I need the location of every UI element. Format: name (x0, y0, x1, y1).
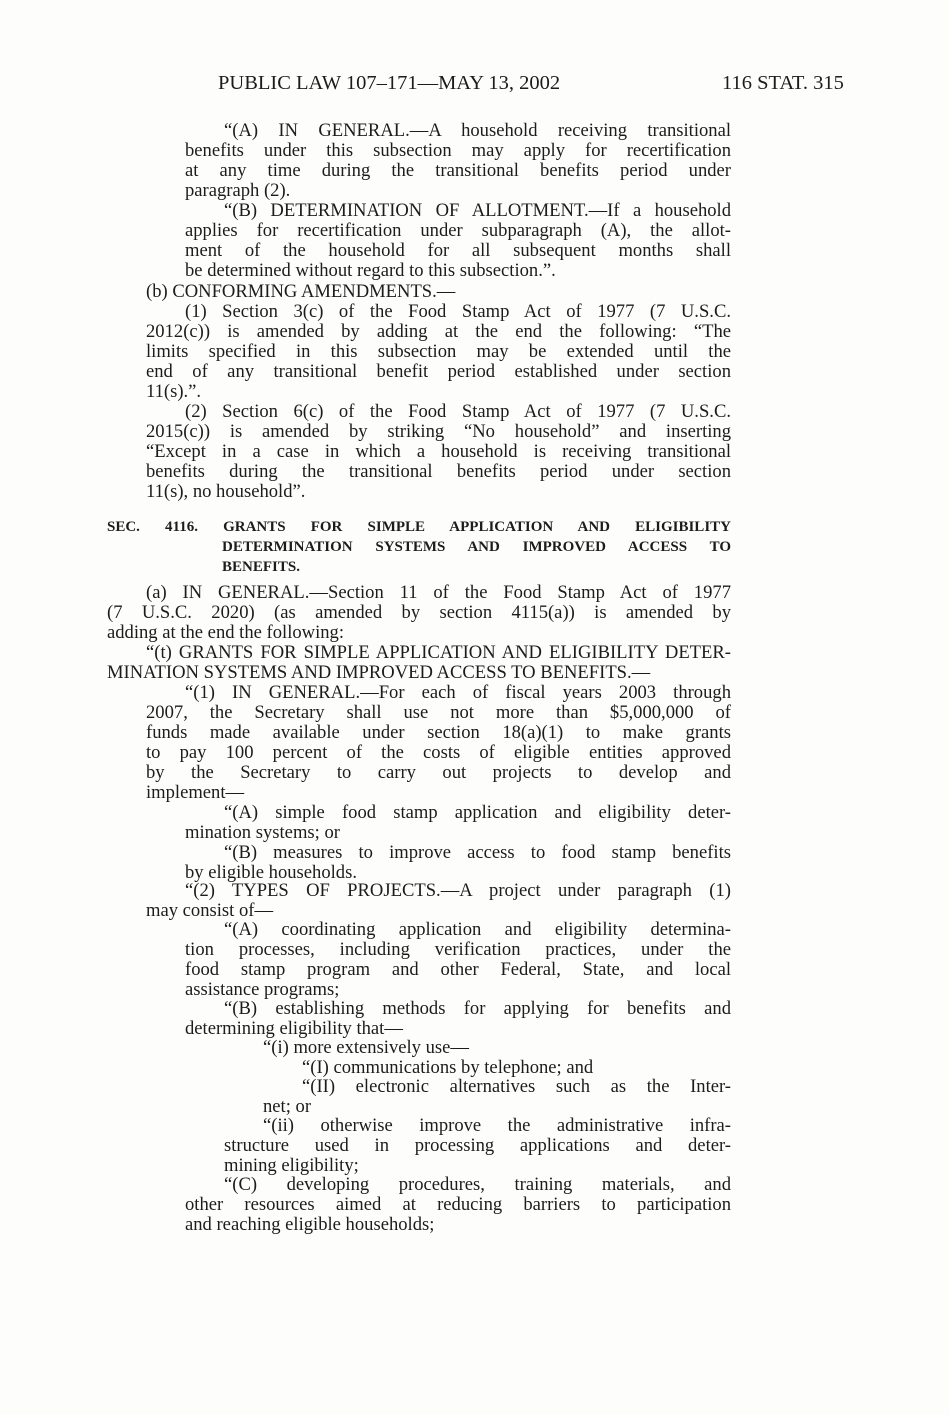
running-header-title: PUBLIC LAW 107–171—MAY 13, 2002 (218, 72, 561, 94)
conforming-amendments-heading: (b) CONFORMING AMENDMENTS.— (146, 281, 456, 302)
text-line: applies for recertification under subparagraph (A), the allot- (185, 220, 731, 241)
text-line: mination systems; or (185, 822, 340, 843)
text-line: “(1) IN GENERAL.—For each of fiscal years 2003 through (185, 682, 731, 703)
text-line: at any time during the transitional benefits period under (185, 160, 731, 181)
text-line: “(A) coordinating application and eligibility determina- (224, 919, 731, 940)
text-line: “(ii) otherwise improve the administrative infra- (263, 1115, 731, 1136)
text-line: “(B) measures to improve access to food stamp benefits (224, 842, 731, 863)
text-line: (7 U.S.C. 2020) (as amended by section 4115(a)) is amended by (107, 602, 731, 623)
text-line: “(2) TYPES OF PROJECTS.—A project under paragraph (1) (185, 880, 731, 901)
text-line: “(B) establishing methods for applying for benefits and (224, 998, 731, 1019)
text-line: “(A) simple food stamp application and eligibility deter- (224, 802, 731, 823)
text-line: “(t) GRANTS FOR SIMPLE APPLICATION AND ELIGIBILITY DETER- (146, 642, 731, 663)
text-line: MINATION SYSTEMS AND IMPROVED ACCESS TO BENEFITS.— (107, 662, 651, 683)
text-line: 11(s).”. (146, 381, 202, 402)
clause-t2-b-i: “(i) more extensively use— (263, 1037, 470, 1058)
text-line: tion processes, including verification practices, under the (185, 939, 731, 960)
text-line: paragraph (2). (185, 180, 291, 201)
text-line: “(C) developing procedures, training materials, and (224, 1174, 731, 1195)
text-line: end of any transitional benefit period established under section (146, 361, 731, 382)
subclause-t2-b-i-I: “(I) communications by telephone; and (302, 1057, 594, 1078)
text-line: DETERMINATION SYSTEMS AND IMPROVED ACCESS TO (222, 539, 731, 555)
text-line: 2015(c)) is amended by striking “No household” and inserting (146, 421, 731, 442)
text-line: 11(s), no household”. (146, 481, 306, 502)
text-line: be determined without regard to this subsection.”. (185, 260, 556, 281)
text-line: benefits during the transitional benefits period under section (146, 461, 731, 482)
text-line: (1) Section 3(c) of the Food Stamp Act of 1977 (7 U.S.C. (185, 301, 731, 322)
text-line: adding at the end the following: (107, 622, 345, 643)
text-line: food stamp program and other Federal, State, and local (185, 959, 731, 980)
text-line: limits specified in this subsection may be extended until the (146, 341, 731, 362)
text-line: 2012(c)) is amended by adding at the end the following: “The (146, 321, 731, 342)
text-line: (a) IN GENERAL.—Section 11 of the Food Stamp Act of 1977 (146, 582, 731, 603)
text-line: determining eligibility that— (185, 1018, 403, 1039)
text-line: and reaching eligible households; (185, 1214, 435, 1235)
text-line: to pay 100 percent of the costs of eligible entities approved (146, 742, 731, 763)
text-line: “(II) electronic alternatives such as the Inter- (302, 1076, 731, 1097)
text-line: mining eligibility; (224, 1155, 359, 1176)
text-line: SEC. 4116. GRANTS FOR SIMPLE APPLICATION AND ELIGIBILITY (107, 519, 731, 535)
text-line: “(B) DETERMINATION OF ALLOTMENT.—If a household (224, 200, 731, 221)
statute-page-reference: 116 STAT. 315 (722, 72, 844, 94)
text-line: “Except in a case in which a household is receiving transitional (146, 441, 731, 462)
text-line: benefits under this subsection may apply for recertification (185, 140, 731, 161)
text-line: ment of the household for all subsequent months shall (185, 240, 731, 261)
text-line: by eligible households. (185, 862, 357, 883)
text-line: (2) Section 6(c) of the Food Stamp Act of 1977 (7 U.S.C. (185, 401, 731, 422)
text-line: 2007, the Secretary shall use not more than $5,000,000 of (146, 702, 731, 723)
text-line: may consist of— (146, 900, 274, 921)
text-line: “(A) IN GENERAL.—A household receiving transitional (224, 120, 731, 141)
text-line: implement— (146, 782, 245, 803)
text-line: structure used in processing applications and deter- (224, 1135, 731, 1156)
text-line: BENEFITS. (222, 559, 300, 575)
text-line: funds made available under section 18(a)(1) to make grants (146, 722, 731, 743)
text-line: net; or (263, 1096, 312, 1117)
text-line: assistance programs; (185, 979, 340, 1000)
text-line: by the Secretary to carry out projects to develop and (146, 762, 731, 783)
text-line: other resources aimed at reducing barriers to participation (185, 1194, 731, 1215)
